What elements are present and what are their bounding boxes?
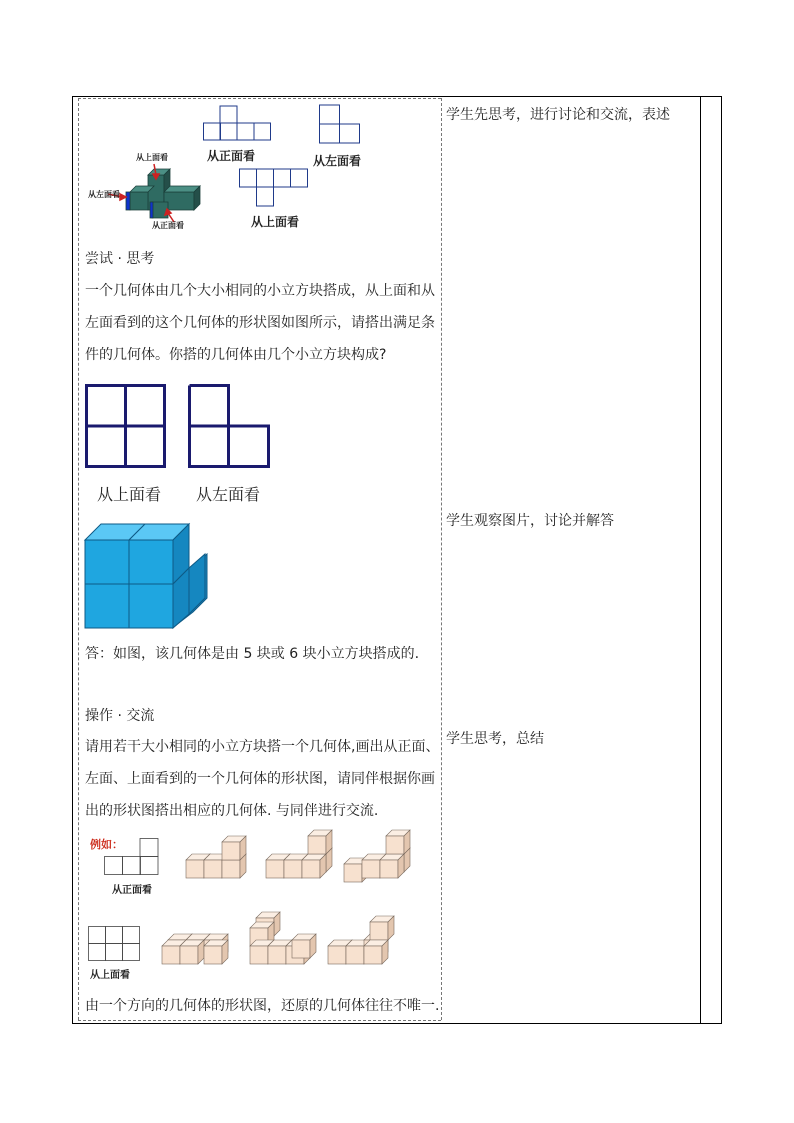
try-caption-left-view: 从左面看: [196, 485, 261, 504]
try-line-2: 左面看到的这个几何体的形状图如图所示，请搭出满足条: [85, 315, 435, 331]
try-left-view-shape: [188, 384, 270, 468]
dashed-border-middle: [441, 98, 442, 1020]
label-front-view-arrow: 从正面看: [152, 221, 184, 230]
table-divider-right: [700, 96, 701, 1024]
try-caption-top-view: 从上面看: [97, 485, 162, 504]
note-think-discuss: 学生先思考，进行讨论和交流，表述: [446, 107, 670, 123]
example-caption-top: 从上面看: [90, 970, 130, 981]
try-answer: 答：如图，该几何体是由 5 块或 6 块小立方块搭成的.: [85, 646, 420, 662]
operate-heading: 操作 · 交流: [85, 708, 155, 724]
example-label: 例如：: [90, 838, 123, 851]
operate-conclusion: 由一个方向的几何体的形状图，还原的几何体往往不唯一.: [85, 998, 440, 1014]
dashed-border-top: [78, 98, 441, 99]
label-left-view-arrow: 从左面看: [88, 190, 120, 199]
left-view-shape: [319, 104, 361, 144]
try-line-3: 件的几何体。你搭的几何体由几个小立方块构成?: [85, 347, 387, 363]
note-think-summarize: 学生思考，总结: [446, 731, 544, 747]
example-front-view: [104, 838, 160, 878]
caption-left-view: 从左面看: [313, 154, 362, 168]
try-top-view-grid: [85, 384, 167, 468]
example-top-view: [88, 926, 142, 964]
beige-cube-models-row-1: [186, 830, 416, 880]
try-heading: 尝试 · 思考: [85, 251, 155, 267]
dashed-border-left: [78, 98, 79, 1020]
try-line-1: 一个几何体由几个大小相同的小立方块搭成，从上面和从: [85, 283, 435, 299]
example-caption-front: 从正面看: [112, 885, 152, 896]
operate-line-3: 出的形状图搭出相应的几何体. 与同伴进行交流.: [85, 803, 379, 819]
caption-front-view: 从正面看: [207, 149, 256, 163]
front-view-shape: [203, 105, 271, 141]
operate-line-2: 左面、上面看到的一个几何体的形状图，请同伴根据你画: [85, 771, 435, 787]
note-observe-answer: 学生观察图片，讨论并解答: [446, 513, 614, 529]
label-top-view-arrow: 从上面看: [136, 153, 168, 162]
operate-line-1: 请用若干大小相同的小立方块搭一个几何体,画出从正面、: [85, 739, 440, 755]
blue-cube-model: [85, 522, 207, 630]
caption-top-view: 从上面看: [251, 215, 300, 229]
beige-cube-models-row-2: [162, 912, 402, 966]
top-view-shape: [239, 168, 311, 208]
